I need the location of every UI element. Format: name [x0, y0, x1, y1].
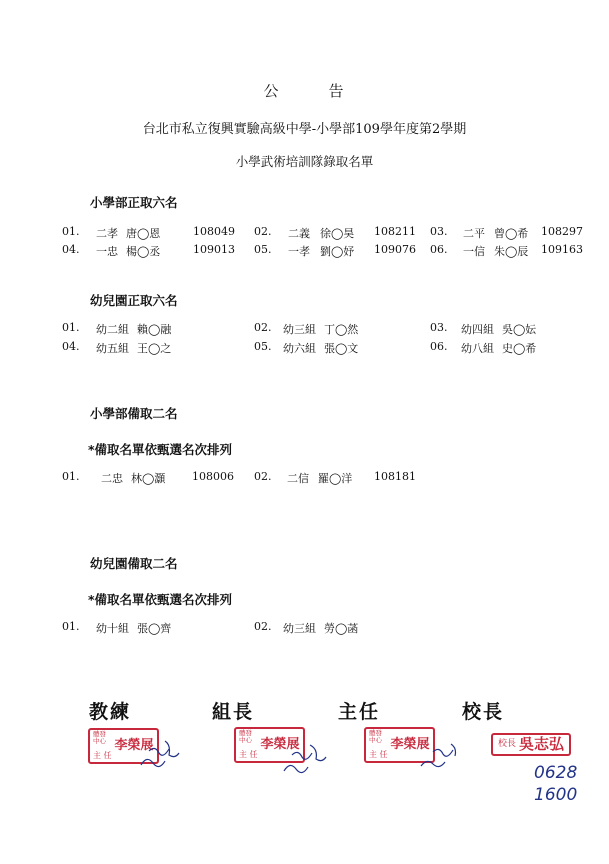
entry-student-id: 109013 — [193, 243, 235, 256]
entry-name: 賴◯融 — [137, 323, 172, 336]
entry-name: 楊◯丞 — [126, 245, 161, 258]
entry-number: 02. — [254, 620, 272, 633]
entry-class: 一忠 — [96, 245, 118, 258]
entry-name: 史◯希 — [502, 342, 537, 355]
entry-number: 02. — [254, 470, 272, 483]
seal-role-text: 主 任 — [93, 750, 112, 760]
entry-class: 幼二組 — [96, 323, 129, 336]
entry-student-id: 108006 — [192, 470, 234, 483]
entry-name: 張◯齊 — [137, 622, 172, 635]
entry-class: 幼三組 — [283, 622, 316, 635]
entry-student-id: 108297 — [541, 225, 583, 238]
notice-title — [0, 80, 609, 101]
entry-name: 唐◯恩 — [126, 227, 161, 240]
handwritten-date: 0628 — [534, 763, 578, 783]
entry-number: 01. — [62, 321, 80, 334]
signature-label-coach: 教練 — [89, 701, 132, 723]
entry-name: 吳◯妘 — [502, 323, 537, 336]
entry-number: 01. — [62, 225, 80, 238]
kinder-regular-heading: 幼兒園正取六名 — [90, 293, 178, 308]
entry-name: 徐◯昊 — [320, 227, 355, 240]
entry-number: 05. — [254, 243, 272, 256]
entry-name: 王◯之 — [137, 342, 172, 355]
entry-class: 二信 — [287, 472, 309, 485]
signature-label-principal: 校長 — [462, 701, 505, 723]
entry-student-id: 109076 — [374, 243, 416, 256]
handwritten-initial-scribble — [415, 740, 465, 774]
entry-student-id: 108211 — [374, 225, 416, 238]
entry-class: 幼十組 — [96, 622, 129, 635]
entry-class: 幼四組 — [461, 323, 494, 336]
entry-number: 03. — [430, 225, 448, 238]
entry-student-id: 109163 — [541, 243, 583, 256]
signature-label-section-chief: 組長 — [212, 701, 255, 723]
seal-name-text: 李榮展 — [114, 738, 154, 754]
entry-name: 朱◯辰 — [494, 245, 529, 258]
entry-student-id: 108181 — [374, 470, 416, 483]
entry-name: 劉◯妤 — [320, 245, 355, 258]
entry-class: 幼六組 — [283, 342, 316, 355]
entry-number: 01. — [62, 620, 80, 633]
waitlist-ranking-note: *備取名單依甄選名次排列 — [88, 442, 233, 457]
notice-title-right: 告 — [328, 82, 346, 100]
entry-name: 曾◯希 — [494, 227, 529, 240]
entry-class: 一信 — [463, 245, 485, 258]
seal-org-text: 體發中心 — [239, 729, 252, 744]
entry-student-id: 108049 — [193, 225, 235, 238]
seal-name-text: 李榮展 — [390, 737, 430, 753]
handwritten-time: 1600 — [534, 785, 578, 805]
waitlist-ranking-note: *備取名單依甄選名次排列 — [88, 592, 233, 607]
list-title: 小學武術培訓隊錄取名單 — [235, 154, 374, 169]
primary-regular-heading: 小學部正取六名 — [90, 195, 178, 210]
school-term-subtitle: 台北市私立復興實驗高級中學-小學部109學年度第2學期 — [142, 122, 467, 137]
primary-waitlist-heading: 小學部備取二名 — [90, 406, 178, 421]
handwritten-initial-scribble — [135, 735, 185, 775]
entry-number: 02. — [254, 321, 272, 334]
principal-seal-name: 吳志弘 — [519, 735, 565, 753]
handwritten-initial-scribble — [280, 737, 330, 779]
entry-class: 二忠 — [101, 472, 123, 485]
seal-role-text: 主 任 — [369, 749, 388, 759]
seal-name-text: 李榮展 — [260, 737, 300, 753]
entry-name: 羅◯洋 — [318, 472, 353, 485]
entry-name: 張◯文 — [324, 342, 359, 355]
principal-seal — [491, 733, 571, 756]
entry-class: 幼五組 — [96, 342, 129, 355]
entry-number: 04. — [62, 340, 80, 353]
entry-name: 丁◯然 — [324, 323, 359, 336]
entry-name: 勞◯菡 — [324, 622, 359, 635]
entry-class: 二孝 — [96, 227, 118, 240]
entry-number: 04. — [62, 243, 80, 256]
notice-title-left: 公 — [263, 82, 281, 100]
seal-role-text: 主 任 — [239, 749, 258, 759]
entry-class: 幼三組 — [283, 323, 316, 336]
entry-class: 幼八組 — [461, 342, 494, 355]
principal-seal-role: 校長 — [498, 739, 517, 749]
entry-number: 03. — [430, 321, 448, 334]
seal-org-text: 體發中心 — [93, 730, 106, 745]
entry-class: 一孝 — [288, 245, 310, 258]
entry-number: 02. — [254, 225, 272, 238]
entry-name: 林◯灝 — [131, 472, 166, 485]
entry-class: 二平 — [463, 227, 485, 240]
entry-number: 05. — [254, 340, 272, 353]
entry-number: 06. — [430, 340, 448, 353]
kinder-waitlist-heading: 幼兒園備取二名 — [90, 556, 178, 571]
signature-label-director: 主任 — [338, 701, 381, 723]
entry-number: 01. — [62, 470, 80, 483]
entry-number: 06. — [430, 243, 448, 256]
entry-class: 二義 — [288, 227, 310, 240]
seal-org-text: 體發中心 — [369, 729, 382, 744]
